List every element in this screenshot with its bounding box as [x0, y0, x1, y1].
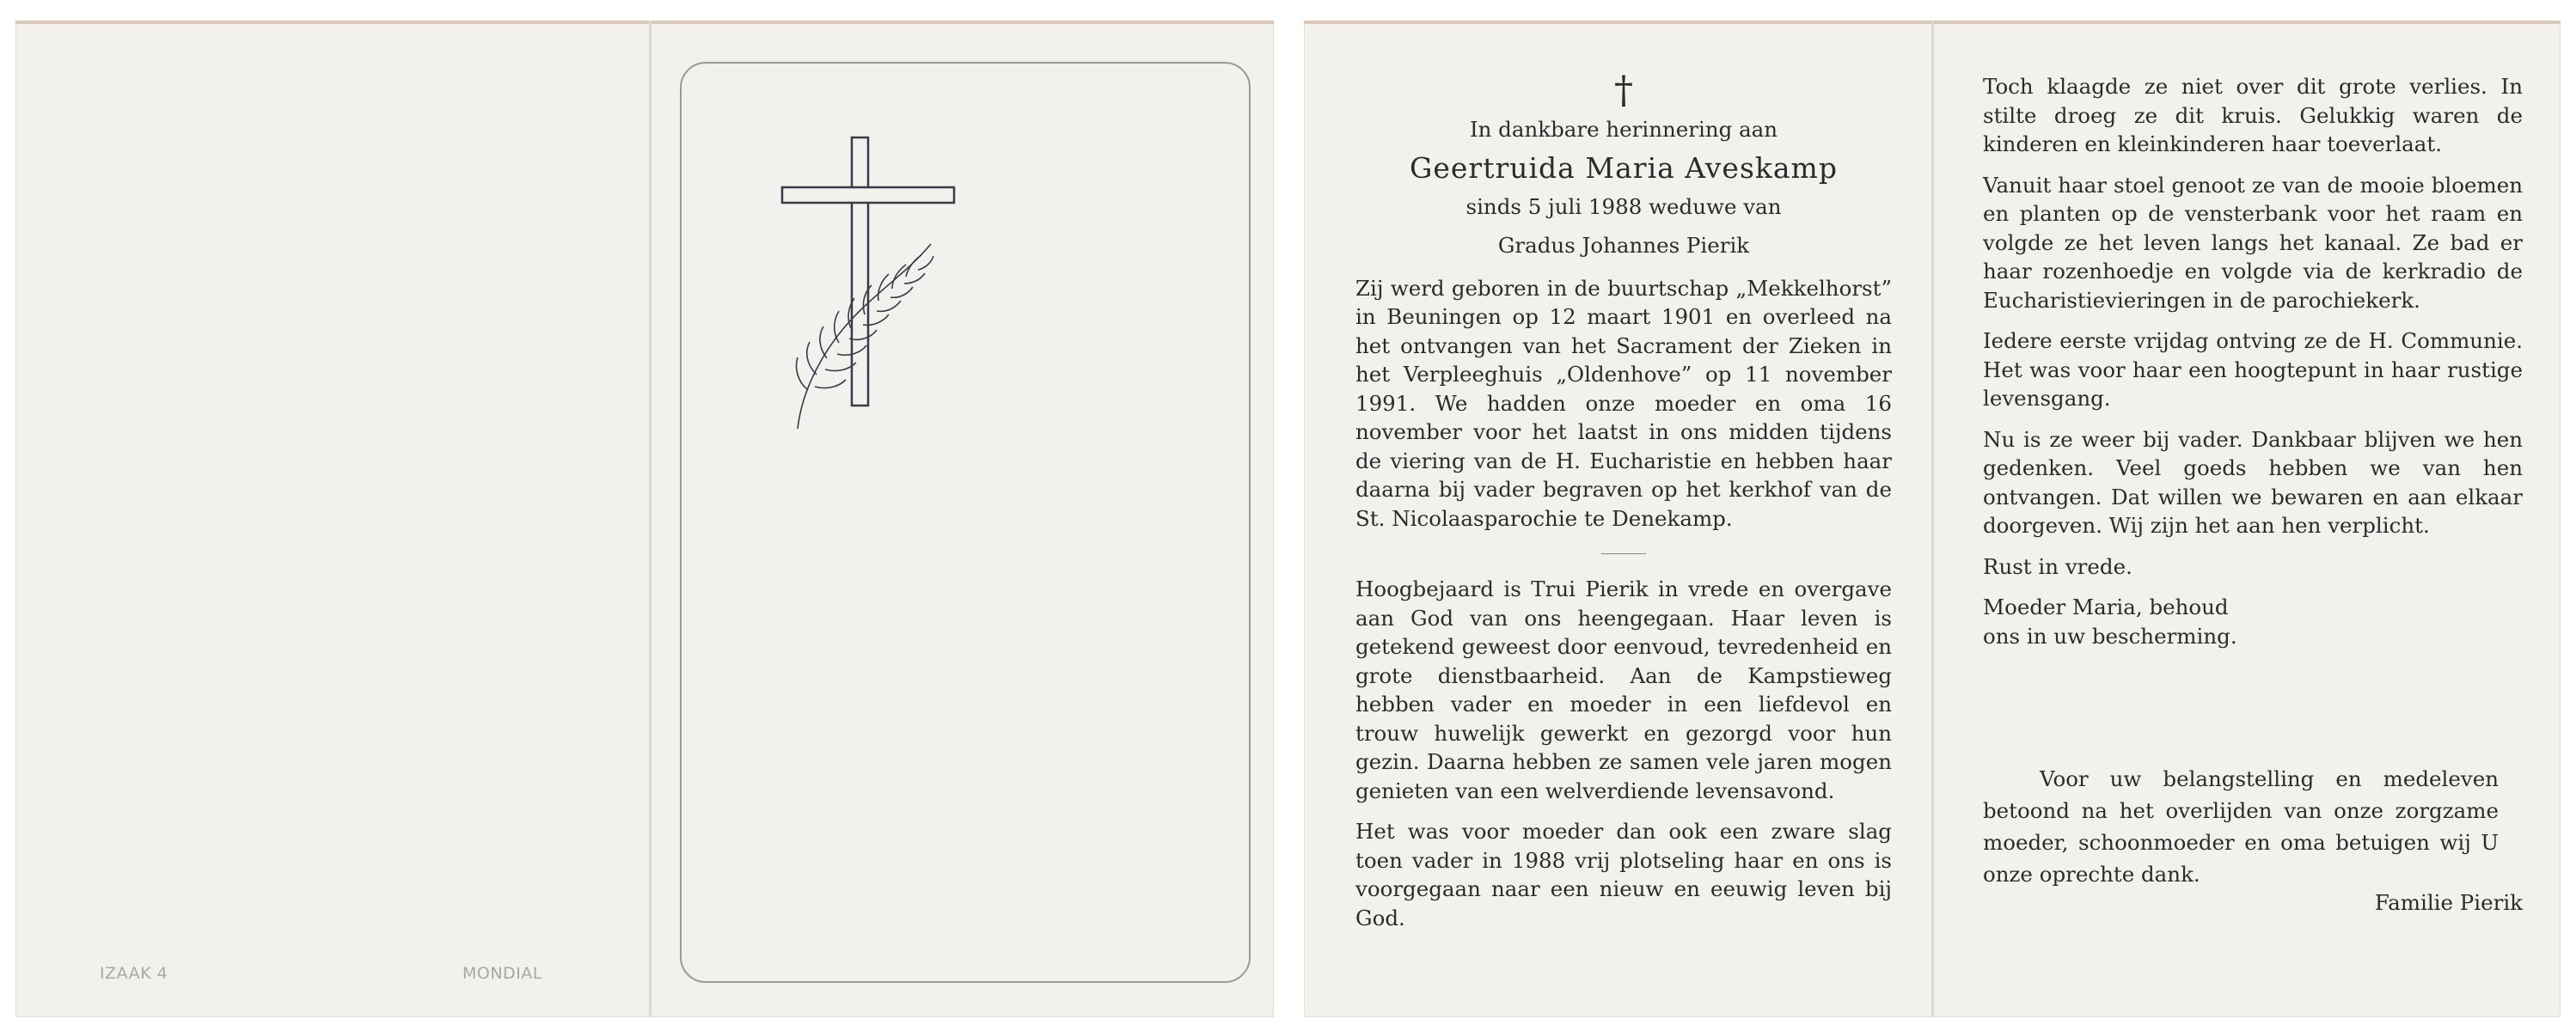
dagger-icon: †: [1614, 69, 1633, 113]
paragraph-remembrance: Nu is ze weer bij vader. Dankbaar blijven we hen gedenken. Veel goeds hebben we van hen ontvangen. Dat willen we bewaren en aan elkaar doorgeven. Wij zijn het aan hen verplicht.: [1983, 426, 2523, 538]
card-fold: [1931, 21, 1934, 1017]
husband-name: Gradus Johannes Pierik: [1497, 233, 1750, 258]
deceased-name: Geertruida Maria Aveskamp: [1410, 150, 1838, 185]
widow-line: sinds 5 juli 1988 weduwe van: [1465, 193, 1782, 219]
card-outside: [15, 21, 1274, 1017]
card-inside: [1304, 21, 2561, 1017]
intro-line: In dankbare herinnering aan: [1469, 117, 1778, 142]
thanks-paragraph: Voor uw belangstelling en medeleven betoond na het overlijden van onze zorgzame moeder, schoonmoeder en oma betuigen wij U onze oprechte dank.: [1983, 766, 2499, 887]
imprint-izaak: IZAAK 4: [100, 964, 168, 983]
prayer-line: Moeder Maria, behoud ons in uw bescherming.: [1983, 595, 2237, 649]
paragraph-cross: Toch klaagde ze niet over dit grote verlies. In stilte droeg ze dit kruis. Gelukkig waren de kinderen en kleinkinderen haar toeverlaat.: [1983, 74, 2523, 156]
right-column: [1983, 72, 2523, 662]
card-fold: [649, 21, 652, 1017]
imprint-mondial: MONDIAL: [462, 964, 542, 983]
card-top-edge: [15, 21, 1274, 24]
cross-with-palm-branch-icon: [763, 132, 970, 442]
paragraph-chair: Vanuit haar stoel genoot ze van de mooie bloemen en planten op de vensterbank voor het raam en volgde ze het leven langs het kanaal. Ze bad er haar rozenhoedje en volgde via de kerkradio de Eucharistievieringen in de parochiekerk.: [1983, 172, 2523, 313]
left-column: [1355, 69, 1892, 944]
paragraph-life: Hoogbejaard is Trui Pierik in vrede en overgave aan God van ons heengegaan. Haar leven is getekend geweest door eenvoud, tevredenheid en grote dienstbaarheid. Aan de Kampstieweg hebben vader en moeder in een liefdevol en trouw huwelijk gewerkt en gezorgd voor hun gezin. Daarna hebben ze samen vele jaren mogen genieten van een welverdiende levensavond.: [1355, 577, 1892, 803]
signature: Familie Pierik: [2374, 890, 2523, 915]
rest-in-peace: Rust in vrede.: [1983, 553, 2132, 579]
paragraph-communion: Iedere eerste vrijdag ontving ze de H. Communie. Het was voor haar een hoogtepunt in haar rustige levensgang.: [1983, 328, 2523, 411]
paragraph-birth-death: Zij werd geboren in de buurtschap „Mekkelhorst” in Beuningen op 12 maart 1901 en overleed na het ontvangen van het Sacrament der Zieken in het Verpleeghuis „Oldenhove” op 11 november 1991. We hadden onze moeder en oma 16 november voor het laatst in ons midden tijdens de viering van de H. Eucharistie en hebben haar daarna bij vader begraven op het kerkhof van de St. Nicolaasparochie te Denekamp.: [1355, 275, 1892, 531]
divider: [1601, 553, 1646, 554]
paragraph-loss: Het was voor moeder dan ook een zware slag toen vader in 1988 vrij plotseling haar en ons is voorgegaan naar een nieuw en eeuwig leven bij God.: [1355, 819, 1892, 930]
